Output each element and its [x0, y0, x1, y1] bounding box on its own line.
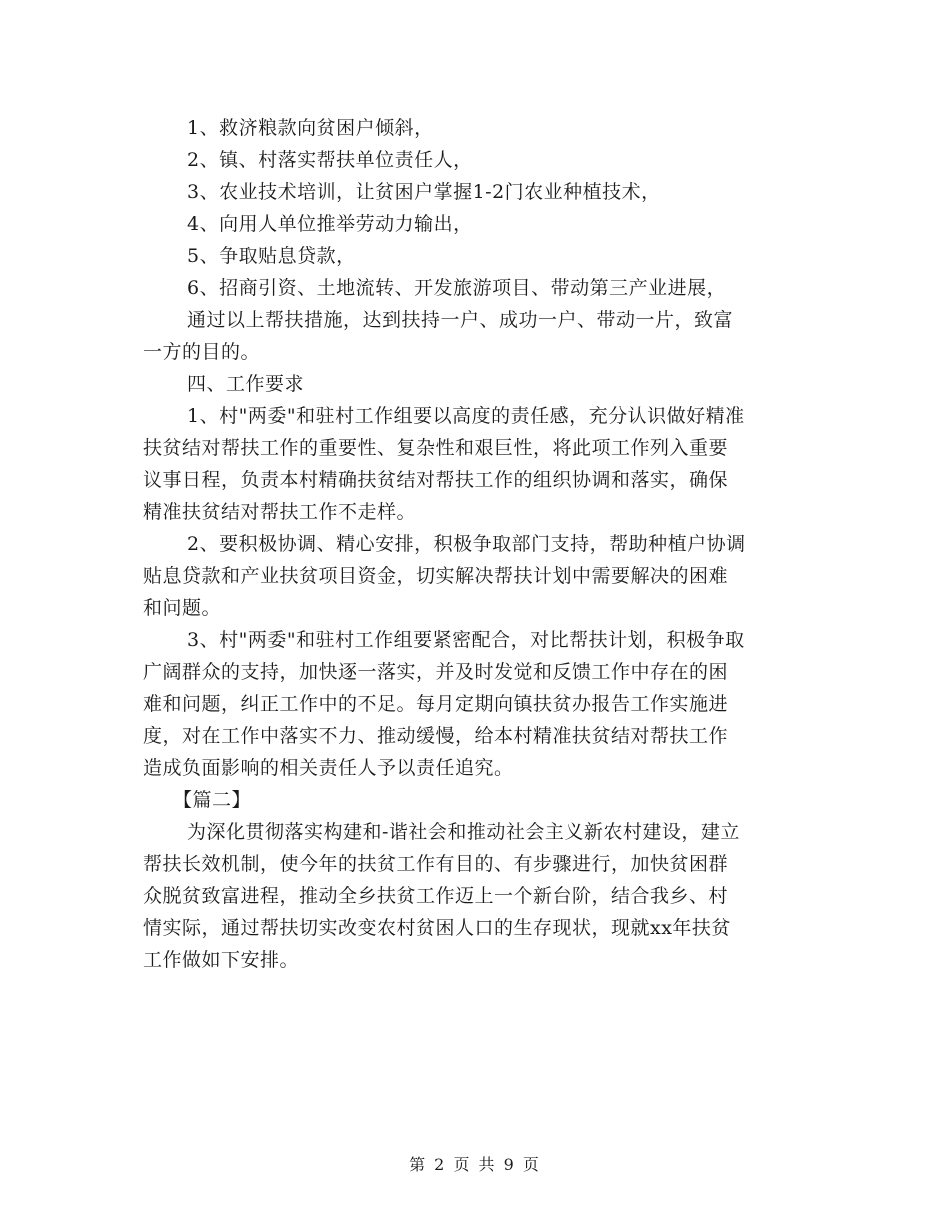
list-item: 6、招商引资、土地流转、开发旅游项目、带动第三产业进展， [187, 277, 727, 299]
document-body [143, 112, 807, 976]
list-item: 2、镇、村落实帮扶单位责任人， [187, 149, 473, 171]
section-heading: 四、工作要求 [187, 373, 305, 395]
requirement-line: 造成负面影响的相关责任人予以责任追究。 [143, 757, 514, 779]
list-item: 4、向用人单位推举劳动力输出， [187, 213, 473, 235]
requirement-line: 议事日程，负责本村精确扶贫结对帮扶工作的组织协调和落实，确保 [143, 469, 729, 491]
intro-line: 众脱贫致富进程，推动全乡扶贫工作迈上一个新台阶，结合我乡、村 [143, 885, 729, 907]
requirement-line: 难和问题，纠正工作中的不足。每月定期向镇扶贫办报告工作实施进 [143, 693, 729, 715]
requirement-line: 和问题。 [143, 597, 222, 619]
requirement-line: 广阔群众的支持，加快逐一落实，并及时发觉和反馈工作中存在的困 [143, 661, 729, 683]
summary-line: 一方的目的。 [143, 341, 261, 363]
summary-line: 通过以上帮扶措施，达到扶持一户、成功一户、带动一片，致富 [187, 309, 734, 331]
requirement-line: 2、要积极协调、精心安排，积极争取部门支持，帮助种植户协调 [187, 533, 746, 555]
page-footer: 第 2 页 共 9 页 [409, 1155, 541, 1174]
list-item: 3、农业技术培训，让贫困户掌握1-2门农业种植技术， [187, 181, 661, 203]
requirement-line: 贴息贷款和产业扶贫项目资金，切实解决帮扶计划中需要解决的困难 [143, 565, 729, 587]
intro-line: 工作做如下安排。 [143, 949, 300, 971]
requirement-line: 3、村"两委"和驻村工作组要紧密配合，对比帮扶计划，积极争取 [187, 629, 745, 651]
requirement-line: 1、村"两委"和驻村工作组要以高度的责任感，充分认识做好精准 [187, 405, 745, 427]
intro-line: 为深化贯彻落实构建和-谐社会和推动社会主义新农村建设，建立 [187, 821, 740, 843]
requirement-line: 扶贫结对帮扶工作的重要性、复杂性和艰巨性，将此项工作列入重要 [143, 437, 729, 459]
intro-line: 情实际，通过帮扶切实改变农村贫困人口的生存现状，现就xx年扶贫 [143, 917, 731, 939]
list-item: 1、救济粮款向贫困户倾斜， [187, 117, 434, 139]
list-item: 5、争取贴息贷款， [187, 245, 356, 267]
requirement-line: 度，对在工作中落实不力、推动缓慢，给本村精准扶贫结对帮扶工作 [143, 725, 729, 747]
intro-line: 帮扶长效机制，使今年的扶贫工作有目的、有步骤进行，加快贫困群 [143, 853, 729, 875]
part-heading: 【篇二】 [173, 789, 252, 811]
requirement-line: 精准扶贫结对帮扶工作不走样。 [143, 501, 417, 523]
